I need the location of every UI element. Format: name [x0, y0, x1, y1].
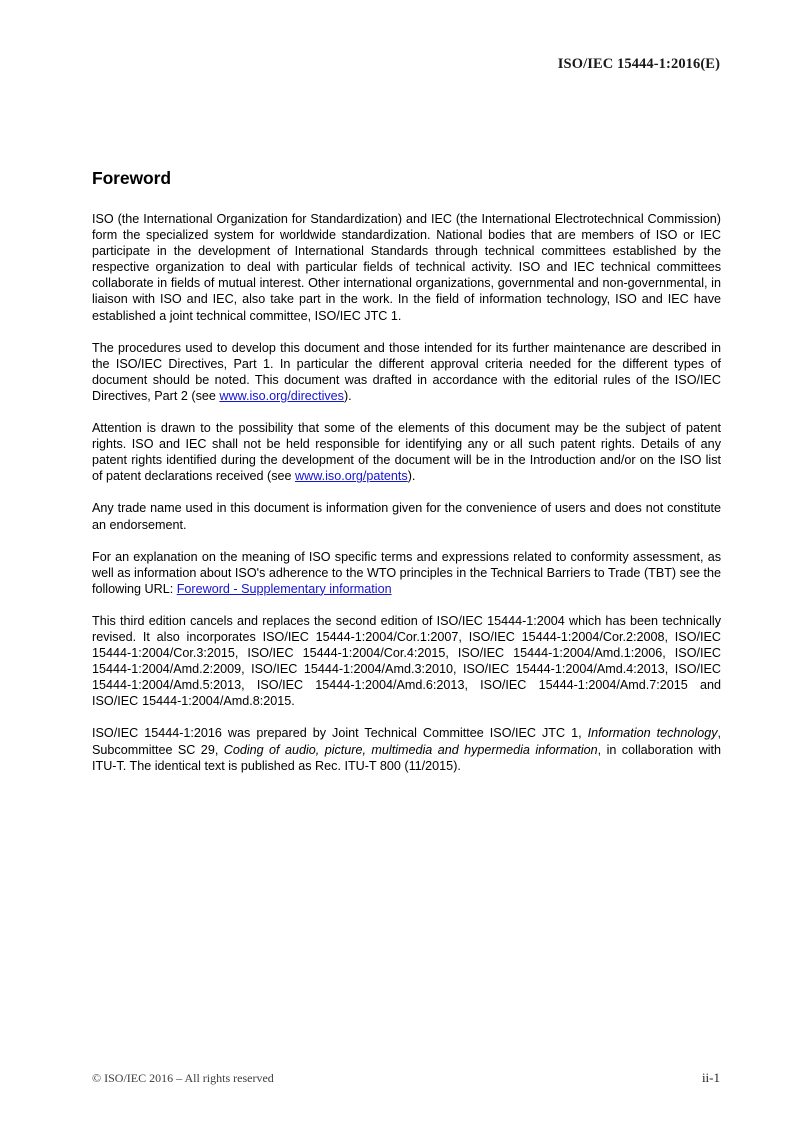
- paragraph-iso-iec-introduction: [92, 211, 721, 324]
- paragraph-patent-rights: [92, 420, 721, 484]
- page-title: Foreword: [92, 168, 171, 188]
- paragraph-conformity-assessment: [92, 549, 721, 597]
- paragraph-text-part-3: , in collaboration with ITU-T. The identical text is published as Rec. ITU-T 800 (11/2015).: [92, 742, 721, 773]
- paragraph-text-before-link: Attention is drawn to the possibility that some of the elements of this document may be the subject of patent rights. ISO and IEC shall not be held responsible for identifying any or all such patent rights. Details of any patent rights identified during the development of the document will be in the Introduction and/or on the ISO list of patent declarations received (see: [92, 421, 721, 484]
- document-body: [92, 168, 721, 774]
- paragraph-text-after-link: ).: [343, 388, 352, 403]
- running-header-document-reference: ISO/IEC 15444-1:2016(E): [557, 56, 720, 72]
- committee-title-information-technology: Information technology: [587, 726, 718, 741]
- link-iso-directives[interactable]: www.iso.org/directives: [219, 388, 344, 403]
- paragraph-text-part-2: , Subcommittee SC 29,: [92, 726, 721, 757]
- link-iso-patents[interactable]: www.iso.org/patents: [295, 469, 408, 484]
- paragraph-text-after-link: ).: [407, 469, 416, 484]
- paragraph-edition-amendments: [92, 613, 721, 710]
- page-number: ii-1: [701, 1070, 720, 1085]
- paragraph-text-part-1: ISO/IEC 15444-1:2016 was prepared by Joint Technical Committee ISO/IEC JTC 1,: [92, 726, 588, 741]
- paragraph-procedures-directives: [92, 340, 721, 404]
- paragraph-text-before-link: For an explanation on the meaning of ISO specific terms and expressions related to conformity assessment, as well as information about ISO's adherence to the WTO principles in the Technical Barriers to Trade (TBT) see the following URL:: [92, 549, 721, 596]
- paragraph-text: Any trade name used in this document is information given for the convenience of users and does not constitute an endorsement.: [92, 501, 721, 532]
- paragraph-text: This third edition cancels and replaces the second edition of ISO/IEC 15444-1:2004 which has been technically revised. It also incorporates ISO/IEC 15444-1:2004/Cor.1:2007, ISO/IEC 15444-1:2004/Cor.2:2008, ISO/IEC 15444-1:2004/Cor.3:2015, ISO/IEC 15444-1:2004/Cor.4:2015, ISO/IEC 15444-1:2004/Amd.1:2006, ISO/IEC 15444-1:2004/Amd.2:2009, ISO/IEC 15444-1:2004/Amd.3:2010, ISO/IEC 15444-1:2004/Amd.4:2013, ISO/IEC 15444-1:2004/Amd.5:2013, ISO/IEC 15444-1:2004/Amd.6:2013, ISO/IEC 15444-1:2004/Amd.7:2015 and ISO/IEC 15444-1:2004/Amd.8:2015.: [92, 613, 721, 709]
- paragraph-text: ISO (the International Organization for Standardization) and IEC (the International Electrotechnical Commission) form the specialized system for worldwide standardization. National bodies that are members of ISO or IEC participate in the development of International Standards through technical committees established by the respective organization to deal with particular fields of technical activity. ISO and IEC technical committees collaborate in fields of mutual interest. Other international organizations, governmental and non-governmental, in liaison with ISO and IEC, also take part in the work. In the field of information technology, ISO and IEC have established a joint technical committee, ISO/IEC JTC 1.: [92, 212, 721, 323]
- copyright-notice: © ISO/IEC 2016 – All rights reserved: [92, 1071, 274, 1085]
- page-footer: [92, 1070, 720, 1086]
- subcommittee-title-coding-of-audio-picture-multimedia: Coding of audio, picture, multimedia and hypermedia information: [223, 742, 598, 757]
- link-foreword-supplementary-information[interactable]: Foreword - Supplementary information: [176, 581, 392, 596]
- paragraph-preparation-committee: [92, 725, 721, 773]
- paragraph-text-before-link: The procedures used to develop this document and those intended for its further maintenance are described in the ISO/IEC Directives, Part 1. In particular the different approval criteria needed for the different types of document should be noted. This document was drafted in accordance with the editorial rules of the ISO/IEC Directives, Part 2 (see: [92, 340, 721, 403]
- paragraph-trade-name: [92, 500, 721, 532]
